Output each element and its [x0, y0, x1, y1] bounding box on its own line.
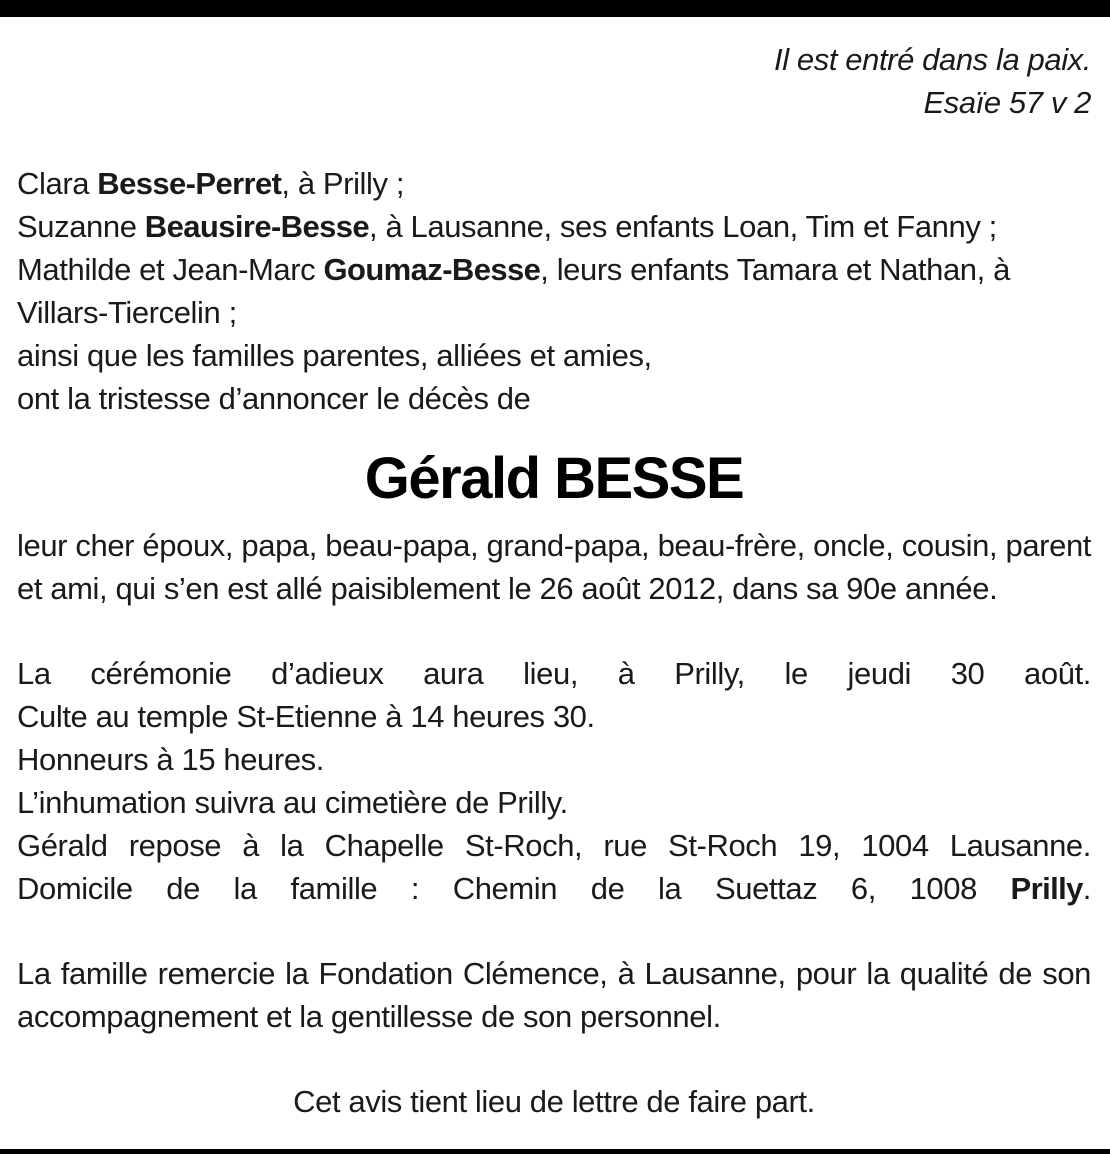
obituary-notice — [17, 38, 1091, 1123]
family-location: , à Lausanne, ses enfants Loan, Tim et Fanny ; — [369, 209, 997, 244]
deceased-name: Gérald BESSE — [364, 446, 744, 511]
family-line — [17, 162, 1091, 205]
ceremony-line: La cérémonie d’adieux aura lieu, à Prilly, le jeudi 30 août. — [17, 656, 1091, 691]
verse-quote: Il est entré dans la paix. — [773, 42, 1091, 77]
thanks-paragraph: La famille remercie la Fondation Clémence, à Lausanne, pour la qualité de son accompagnement et la gentillesse de son personnel. — [17, 956, 1091, 1034]
top-rule — [0, 0, 1110, 17]
family-line — [17, 205, 1091, 248]
family-address — [17, 867, 1091, 910]
bible-verse — [17, 38, 1091, 124]
ceremony-line: L’inhumation suivra au cimetière de Prilly. — [17, 785, 568, 820]
address-end: . — [1082, 871, 1091, 906]
family-surname: Goumaz-Besse — [323, 252, 541, 287]
family-location: , à Prilly ; — [281, 166, 405, 201]
bottom-rule — [0, 1149, 1110, 1154]
family-line — [17, 248, 1091, 334]
families-extended: ainsi que les familles parentes, alliées et amies, — [17, 338, 652, 373]
family-first-name: Clara — [17, 166, 98, 201]
announcement-intro: ont la tristesse d’annoncer le décès de — [17, 381, 531, 416]
family-first-name: Suzanne — [17, 209, 145, 244]
family-surname: Besse-Perret — [97, 166, 282, 201]
family-location: , leurs enfants Tamara et Nathan, à Villars-Tiercelin ; — [17, 252, 1010, 330]
family-first-name: Mathilde et Jean-Marc — [17, 252, 324, 287]
family-surname: Beausire-Besse — [144, 209, 370, 244]
ceremony-line: Gérald repose à la Chapelle St-Roch, rue St-Roch 19, 1004 Lausanne. — [17, 828, 1091, 863]
ceremony-line: Honneurs à 15 heures. — [17, 742, 324, 777]
deceased-description: leur cher époux, papa, beau-papa, grand-papa, beau-frère, oncle, cousin, parent et ami, qui s’en est allé paisiblement le 26 août 2012, dans sa 90e année. — [17, 528, 1091, 606]
address-text: Domicile de la famille : Chemin de la Suettaz 6, 1008 — [17, 871, 1011, 906]
ceremony-line: Culte au temple St-Etienne à 14 heures 30. — [17, 699, 595, 734]
closing-note: Cet avis tient lieu de lettre de faire part. — [293, 1084, 815, 1119]
verse-reference: Esaïe 57 v 2 — [923, 85, 1091, 120]
ceremony-details — [17, 652, 1091, 910]
address-town: Prilly — [1010, 871, 1083, 906]
family-list — [17, 162, 1091, 420]
